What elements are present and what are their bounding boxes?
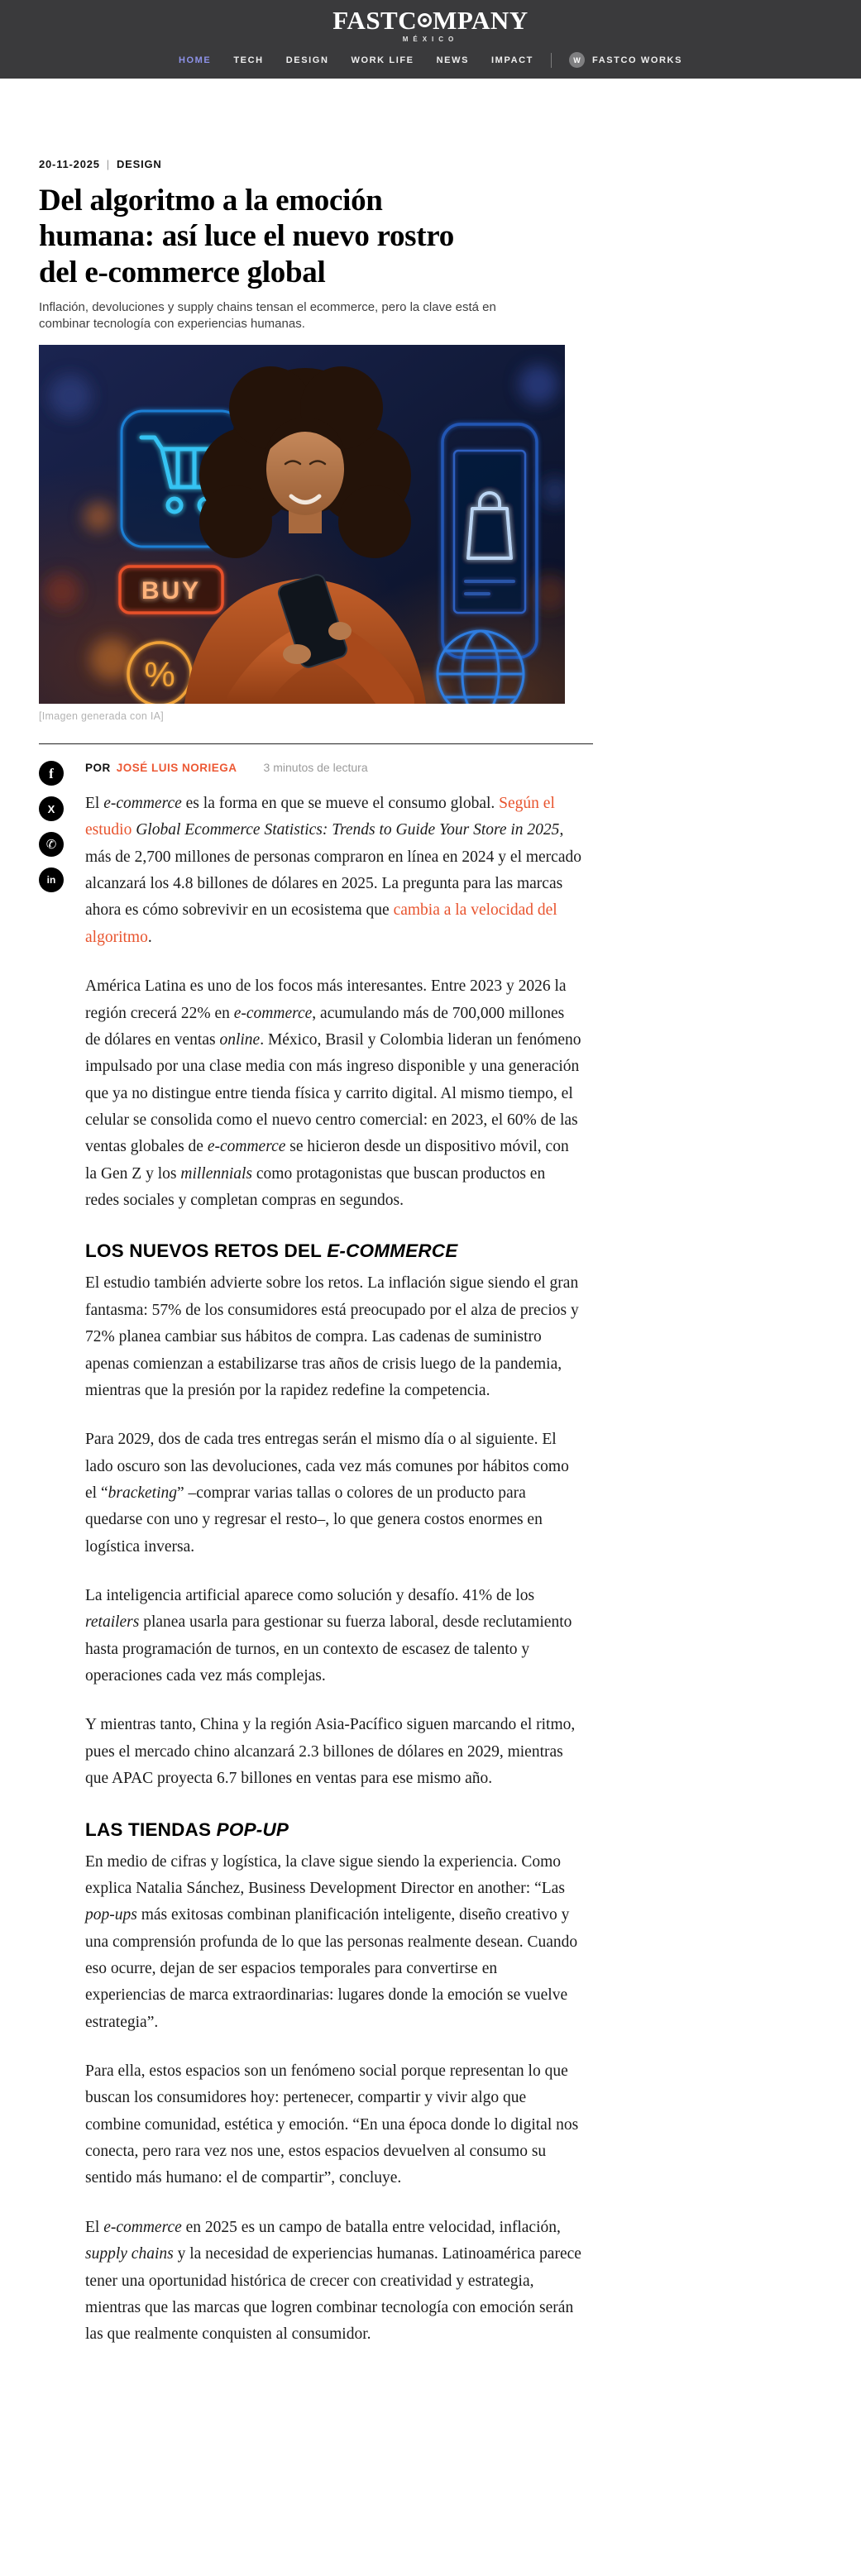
body-text: como protagonistas que buscan productos en redes sociales y completan compras en segundos.	[85, 1164, 546, 1210]
title-line-1: Del algoritmo a la emoción	[39, 184, 383, 217]
x-icon: X	[47, 802, 55, 815]
meta-separator: |	[106, 158, 110, 170]
logo-region-label: MÉXICO	[402, 36, 459, 43]
body-text: y la necesidad de experiencias humanas. Latinoamérica parece tener una oportunidad histórica de crecer con creatividad y estrategia, mientras que las marcas que logren combinar tecnología con emoción serán las que realmente conquisten al consumidor.	[85, 2245, 581, 2344]
article-category-link[interactable]: DESIGN	[116, 158, 162, 170]
body-text: .	[147, 928, 152, 946]
share-x-button[interactable]	[39, 796, 64, 821]
body-text: El estudio también advierte sobre los retos. La inflación sigue siendo el gran fantasma: 57% de los consumidores está preocupado por el alza de precios y 72% planea cambiar sus hábitos de compra. Las cadenas de suministro apenas comienzan a estabilizarse tras años de crisis luego de la pandemia, mientras que la presión por la rapidez redefine la competencia.	[85, 1274, 579, 1399]
inline-link[interactable]: Según el estudio	[85, 795, 555, 839]
facebook-icon: f	[49, 765, 54, 781]
nav-item-design[interactable]: DESIGN	[285, 55, 329, 65]
article-wrap	[39, 759, 593, 2396]
nav-item-home[interactable]: HOME	[178, 55, 212, 65]
byline	[85, 761, 593, 774]
body-text: Y mientras tanto, China y la región Asia-Pacífico siguen marcando el ritmo, pues el mercado chino alcanzará 2.3 billones de dólares en 2029, mientras que APAC proyecta 6.7 billones en ventas para ese mismo año.	[85, 1716, 576, 1788]
hero-image	[39, 345, 565, 704]
site-logo[interactable]	[332, 7, 528, 33]
emphasized-text: supply chains	[85, 2245, 174, 2263]
title-line-3: del e-commerce global	[39, 255, 326, 289]
body-text: . México, Brasil y Colombia lideran un fenómeno impulsado por una clase media con más ingreso disponible y una generación que ya no distingue entre tienda física y carrito digital. Al mismo tiempo, el celular se consolida como el nuevo centro comercial: en 2023, el 60% de las ventas globales de	[85, 1030, 581, 1156]
nav-divider	[551, 53, 552, 68]
article-paragraph	[85, 2215, 581, 2349]
share-whatsapp-button[interactable]	[39, 832, 64, 857]
body-text: En medio de cifras y logística, la clave sigue siendo la experiencia. Como explica Natalia Sánchez, Business Development Director en another: “Las	[85, 1852, 565, 1897]
body-text: más exitosas combinan planificación inteligente, diseño creativo y una comprensión profunda de lo que las personas realmente desean. Cuando eso ocurre, dejan de ser espacios temporales para convertirse en experiencias de marca extraordinarias: lugares donde la emoción se vuelve estrategia”.	[85, 1906, 578, 2031]
logo-text-left: FASTC	[332, 6, 418, 35]
hero-caption: [Imagen generada con IA]	[39, 710, 165, 723]
emphasized-text: Global Ecommerce Statistics: Trends to Guide Your Store in 2025	[136, 821, 560, 839]
body-text: se hicieron desde un dispositivo móvil, con la Gen Z y los	[85, 1138, 569, 1183]
title-line-2: humana: así luce el nuevo rostro	[39, 219, 454, 254]
body-text: LOS NUEVOS RETOS DEL	[85, 1240, 328, 1262]
emphasized-text: pop-ups	[85, 1906, 137, 1924]
body-text: , más de 2,700 millones de personas compraron en línea en 2024 y el mercado alcanzará los 4.8 billones de dólares en 2025. La pregunta para las marcas ahora es cómo sobrevivir en un ecosistema que	[85, 821, 581, 920]
emphasized-text: online	[219, 1030, 261, 1049]
emphasized-text: e-commerce	[233, 1004, 313, 1022]
body-text: Para ella, estos espacios son un fenómeno social porque representan lo que buscan los consumidores hoy: pertenecer, compartir y vivir algo que combine comunidad, estética y emoción. “En una época donde lo digital nos conecta, pero rara vez nos une, estos espacios devuelven al consumo su sentido más humano: el de compartir”, concluye.	[85, 2062, 579, 2187]
emphasized-text: E-COMMERCE	[327, 1240, 458, 1262]
section-heading	[85, 1819, 593, 1841]
page-title	[39, 183, 593, 290]
discount-label: %	[144, 655, 175, 695]
read-time: 3 minutos de lectura	[263, 761, 368, 775]
emphasized-text: e-commerce	[103, 795, 182, 813]
article-paragraph	[85, 1270, 581, 1404]
article-page	[39, 79, 593, 2396]
share-linkedin-button[interactable]	[39, 867, 64, 892]
byline-prefix: POR	[85, 762, 111, 775]
site-header	[0, 0, 861, 79]
inline-link[interactable]: cambia a la velocidad del algoritmo	[85, 901, 557, 946]
article-date: 20-11-2025	[39, 158, 100, 170]
main-nav	[0, 52, 861, 68]
article-meta	[39, 158, 593, 170]
body-text: es la forma en que se mueve el consumo global.	[181, 795, 500, 813]
article-paragraph	[85, 1583, 581, 1689]
body-text: ” –comprar varias tallas o colores de un producto para quedarse con uno y regresar el resto–, lo que genera costos enormes en logística inversa.	[85, 1484, 543, 1556]
share-rail	[39, 759, 85, 2371]
hero-figure	[39, 345, 565, 722]
logo-o-icon	[418, 13, 432, 27]
body-text: América Latina es uno de los focos más interesantes. Entre 2023 y 2026 la región crecerá 22% en	[85, 977, 567, 1022]
body-text: El	[85, 795, 104, 813]
article-paragraph	[85, 2058, 581, 2192]
emphasized-text: e-commerce	[103, 2218, 182, 2236]
body-text: , acumulando más de 700,000 millones de dólares en ventas	[85, 1004, 565, 1049]
article-sections	[85, 791, 593, 2349]
article-body	[85, 759, 593, 2371]
emphasized-text: e-commerce	[207, 1138, 286, 1156]
share-facebook-button[interactable]	[39, 761, 64, 786]
linkedin-icon: in	[46, 874, 56, 887]
emphasized-text: millennials	[180, 1164, 253, 1183]
nav-item-news[interactable]: NEWS	[436, 55, 470, 65]
emphasized-text: POP-UP	[216, 1818, 289, 1840]
byline-author-link[interactable]: JOSÉ LUIS NORIEGA	[116, 762, 237, 775]
article-paragraph	[85, 791, 581, 951]
article-paragraph	[85, 973, 581, 1214]
article-paragraph	[85, 1849, 581, 2037]
nav-item-impact[interactable]: IMPACT	[491, 55, 533, 65]
body-text: en 2025 es un campo de batalla entre velocidad, inflación,	[181, 2218, 561, 2236]
buy-button-graphic	[120, 566, 222, 613]
whatsapp-icon: ✆	[45, 837, 57, 852]
buy-label: BUY	[141, 577, 202, 605]
nav-item-fastco-works[interactable]: FASTCO WORKS	[591, 55, 683, 65]
article-paragraph	[85, 1427, 581, 1560]
nav-item-work-life[interactable]: WORK LIFE	[351, 55, 414, 65]
body-text: planea usarla para gestionar su fuerza laboral, desde reclutamiento hasta programación de turnos, en un contexto de escasez de talento y operaciones cada vez más complejas.	[85, 1613, 572, 1685]
body-text: El	[85, 2218, 104, 2236]
body-text: La inteligencia artificial aparece como solución y desafío. 41% de los	[85, 1587, 535, 1605]
emphasized-text: bracketing	[108, 1484, 177, 1502]
article-paragraph	[85, 1712, 581, 1792]
body-text: Para 2029, dos de cada tres entregas serán el mismo día o al siguiente. El lado oscuro son las devoluciones, cada vez más comunes por hábitos como el “	[85, 1431, 569, 1502]
logo-text-right: MPANY	[433, 6, 529, 35]
body-text: LAS TIENDAS	[85, 1818, 217, 1840]
divider-rule	[39, 743, 593, 744]
section-heading	[85, 1240, 593, 1262]
nav-item-tech[interactable]: TECH	[233, 55, 264, 65]
fastco-works-badge-icon: W	[569, 52, 585, 68]
emphasized-text: retailers	[85, 1613, 140, 1632]
article-dek: Inflación, devoluciones y supply chains tensan el ecommerce, pero la clave está en combinar tecnología con experiencias humanas.	[39, 299, 496, 331]
